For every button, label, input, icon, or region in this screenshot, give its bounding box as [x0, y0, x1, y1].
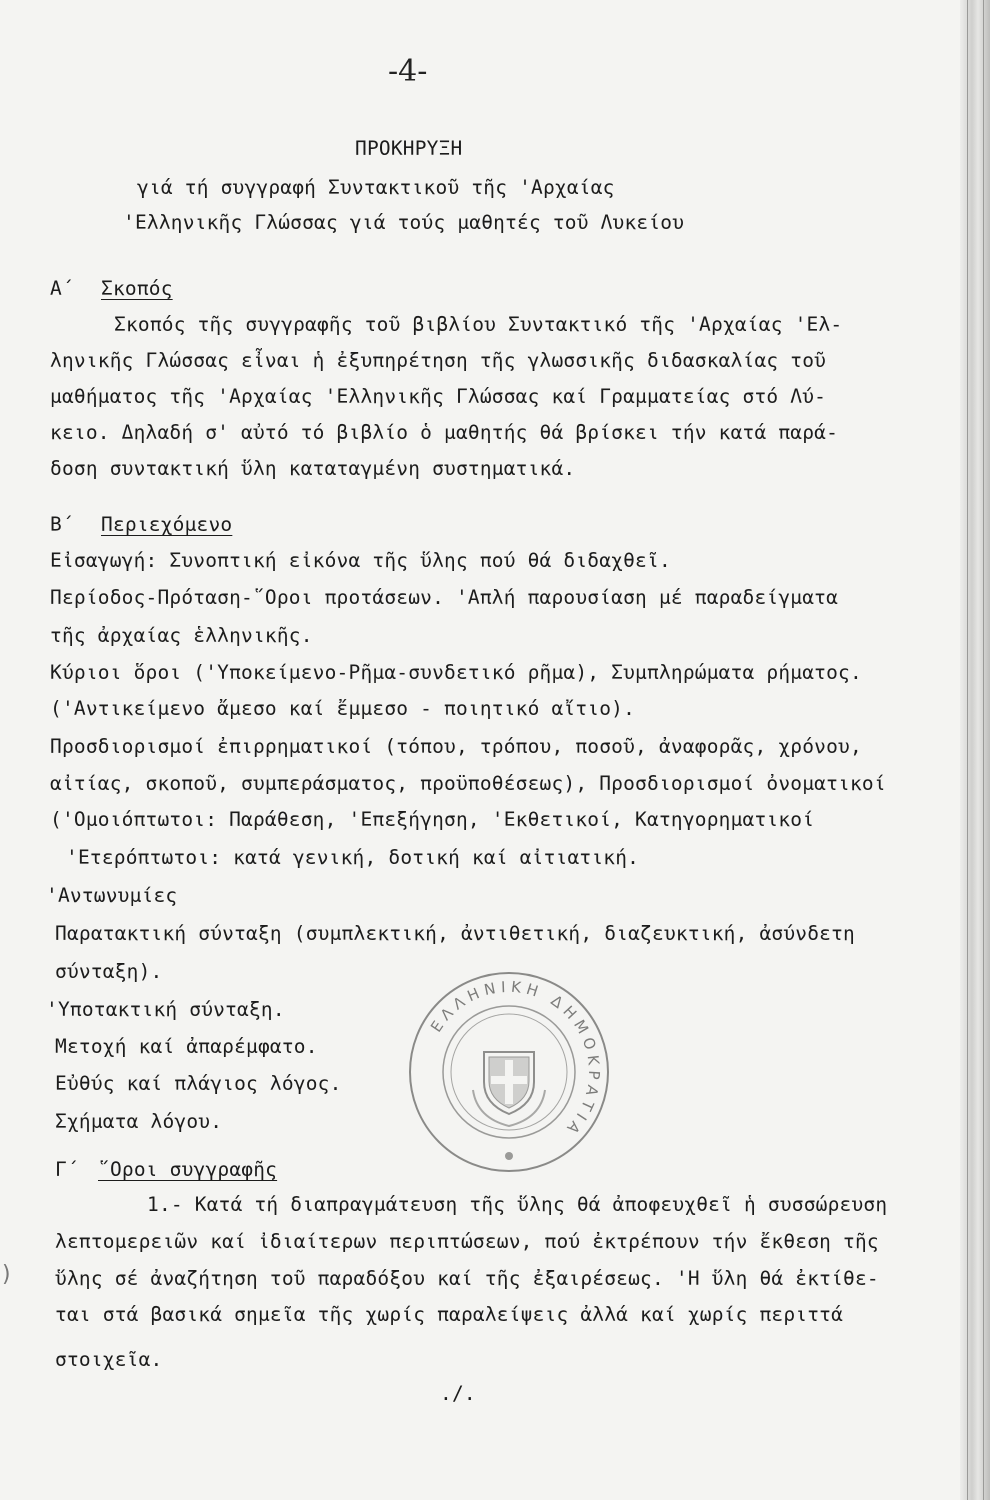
section-b-line: Παρατακτική σύνταξη (συμπλεκτική, ἀντιθετική, διαζευκτική, ἀσύνδετη — [55, 922, 855, 945]
margin-pencil-mark: ) — [0, 1262, 14, 1287]
section-b-line: 'Υποτακτική σύνταξη. — [46, 998, 285, 1021]
svg-text:ΕΛΛΗΝΙΚΗ ΔΗΜΟΚΡΑΤΙΑ — [427, 978, 603, 1141]
section-b-line: Εὐθύς καί πλάγιος λόγος. — [55, 1072, 342, 1095]
section-a-label: Α΄ — [50, 277, 74, 300]
section-a-line: κειο. Δηλαδή σ' αὐτό τό βιβλίο ὁ μαθητής θά βρίσκει τήν κατά παρά- — [50, 421, 839, 444]
section-b-line: Σχήματα λόγου. — [55, 1110, 223, 1133]
section-a-line: Σκοπός τῆς συγγραφῆς τοῦ βιβλίου Συντακτικό τῆς 'Αρχαίας 'Ελ- — [114, 313, 843, 336]
official-seal — [407, 970, 611, 1174]
section-b-line: ('Αντικείμενο ἄμεσο καί ἔμμεσο - ποιητικό αἴτιο). — [50, 697, 636, 720]
section-b-line: Περίοδος-Πρόταση-῞Οροι προτάσεων. 'Απλή παρουσίαση μέ παραδείγματα — [50, 586, 839, 609]
section-b-heading: Περιεχόμενο — [101, 513, 233, 536]
section-a-line: μαθήματος τῆς 'Αρχαίας 'Ελληνικῆς Γλώσσας καί Γραμματείας στό Λύ- — [50, 385, 827, 408]
page-edge-line — [967, 0, 968, 1500]
section-b-line: 'Αντωνυμίες — [46, 884, 178, 907]
section-b-line: τῆς ἀρχαίας ἑλληνικῆς. — [50, 624, 313, 647]
subtitle-line: 'Ελληνικῆς Γλώσσας γιά τούς μαθητές τοῦ Λυκείου — [123, 211, 685, 234]
section-a-line: ληνικῆς Γλώσσας εἶναι ἡ ἐξυπηρέτηση τῆς γλωσσικῆς διδασκαλίας τοῦ — [50, 349, 827, 372]
section-a-heading: Σκοπός — [101, 277, 173, 300]
section-c-line: λεπτομερειῶν καί ἰδιαίτερων περιπτώσεων, πού ἐκτρέπουν τήν ἔκθεση τῆς — [55, 1230, 879, 1253]
section-c-line: ὕλης σέ ἀναζήτηση τοῦ παραδόξου καί τῆς ἐξαιρέσεως. 'Η ὕλη θά ἐκτίθε- — [55, 1267, 879, 1290]
section-b-line: αἰτίας, σκοποῦ, συμπεράσματος, προϋποθέσεως), Προσδιορισμοί ὀνοματικοί — [50, 772, 886, 795]
continuation-mark: ./. — [440, 1382, 476, 1405]
section-b-line: Κύριοι ὅροι ('Υποκείμενο-Ρῆμα-συνδετικό ρῆμα), Συμπληρώματα ρήματος. — [50, 661, 862, 684]
section-a-line: δοση συντακτική ὕλη καταταγμένη συστηματικά. — [50, 457, 576, 480]
document-title: ΠΡΟΚΗΡΥΞΗ — [355, 137, 463, 160]
section-b-line: 'Ετερόπτωτοι: κατά γενική, δοτική καί αἰτιατική. — [66, 846, 640, 869]
section-b-label: Β΄ — [50, 513, 74, 536]
seal-text — [407, 970, 611, 1174]
section-c-line: στοιχεῖα. — [55, 1348, 163, 1371]
section-b-line: ('Ομοιόπτωτοι: Παράθεση, 'Επεξήγηση, 'Εκθετικοί, Κατηγορηματικοί — [50, 808, 815, 831]
page-edge-line — [983, 0, 984, 1500]
section-b-line: Εἰσαγωγή: Συνοπτική εἰκόνα τῆς ὕλης πού θά διδαχθεῖ. — [50, 549, 671, 572]
section-c-line: ται στά βασικά σημεῖα τῆς χωρίς παραλείψεις ἀλλά καί χωρίς περιττά — [55, 1303, 844, 1326]
section-b-line: Προσδιορισμοί ἐπιρρηματικοί (τόπου, τρόπου, ποσοῦ, ἀναφορᾶς, χρόνου, — [50, 735, 862, 758]
seal-text-path: ΕΛΛΗΝΙΚΗ ΔΗΜΟΚΡΑΤΙΑ — [427, 977, 604, 1141]
section-b-line: σύνταξη). — [55, 960, 163, 983]
page-edge-shadow — [960, 0, 990, 1500]
subtitle-line: γιά τή συγγραφή Συντακτικοῦ τῆς 'Αρχαίας — [137, 176, 615, 199]
section-c-label: Γ΄ — [55, 1158, 79, 1181]
page-number: -4- — [388, 54, 428, 89]
section-b-line: Μετοχή καί ἀπαρέμφατο. — [55, 1035, 318, 1058]
section-c-line: 1.- Κατά τή διαπραγμάτευση τῆς ὕλης θά ἀποφευχθεῖ ἡ συσσώρευση — [147, 1193, 888, 1216]
section-c-heading: ῞Οροι συγγραφῆς — [98, 1158, 278, 1181]
